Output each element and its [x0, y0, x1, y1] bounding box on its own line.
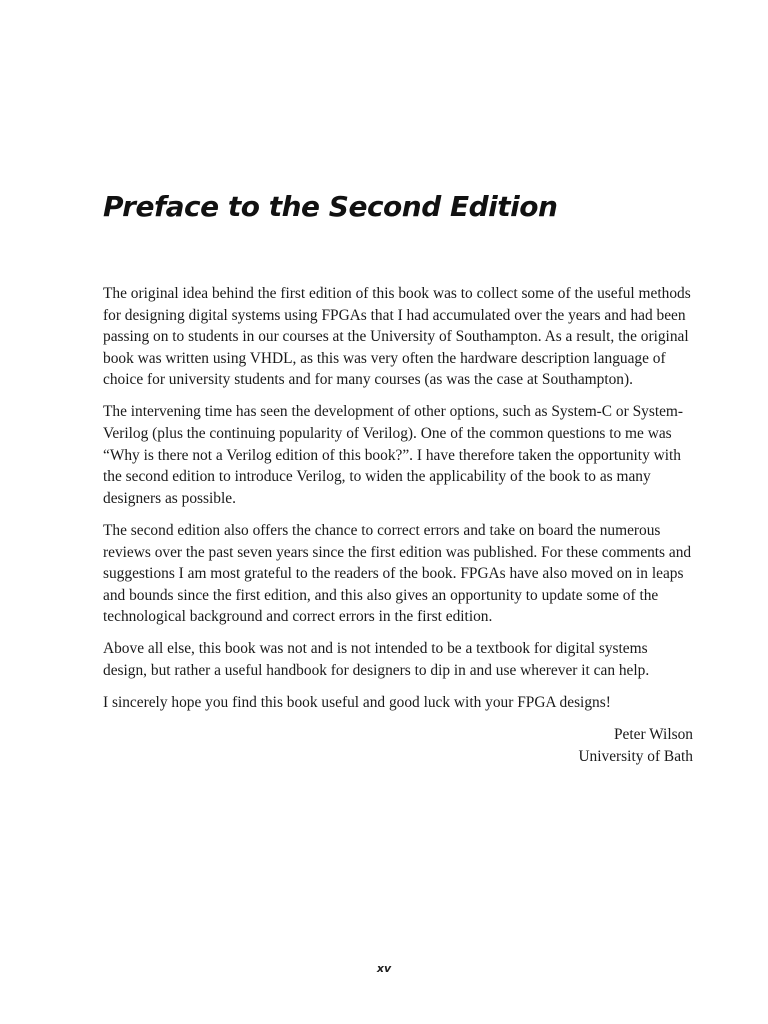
page-number: xv	[376, 962, 392, 975]
signature-block	[103, 724, 693, 767]
paragraph-5: I sincerely hope you find this book useful and good luck with your FPGA designs!	[103, 694, 611, 712]
paragraph-1: The original idea behind the first edition of this book was to collect some of the useful methods for designing digital systems using FPGAs that I had accumulated over the years and had been passing on to students in our courses at the University of Southampton. As a result, the original book was written using VHDL, as this was very often the hardware description language of choice for university students and for many courses (as was the case at Southampton).	[103, 285, 691, 389]
author-name: Peter Wilson	[613, 726, 693, 744]
paragraph-4: Above all else, this book was not and is not intended to be a textbook for digital systems design, but rather a useful handbook for designers to dip in and use wherever it can help.	[103, 640, 650, 679]
page-title: Preface to the Second Edition	[103, 190, 558, 223]
paragraph-3: The second edition also offers the chance to correct errors and take on board the numerous reviews over the past seven years since the first edition was published. For these comments and suggestions I am most grateful to the readers of the book. FPGAs have also moved on in leaps and bounds since the first edition, and this also gives an opportunity to update some of the technological background and correct errors in the first edition.	[103, 521, 692, 626]
author-affiliation: University of Bath	[578, 747, 693, 765]
preface-body	[103, 283, 693, 767]
paragraph-2: The intervening time has seen the development of other options, such as System-C or System-Verilog (plus the continuing popularity of Verilog). One of the common questions to me was “Why is there not a Verilog edition of this book?”. I have therefore taken the opportunity with the second edition to introduce Verilog, to widen the applicability of the book to as many designers as possible.	[103, 403, 684, 507]
